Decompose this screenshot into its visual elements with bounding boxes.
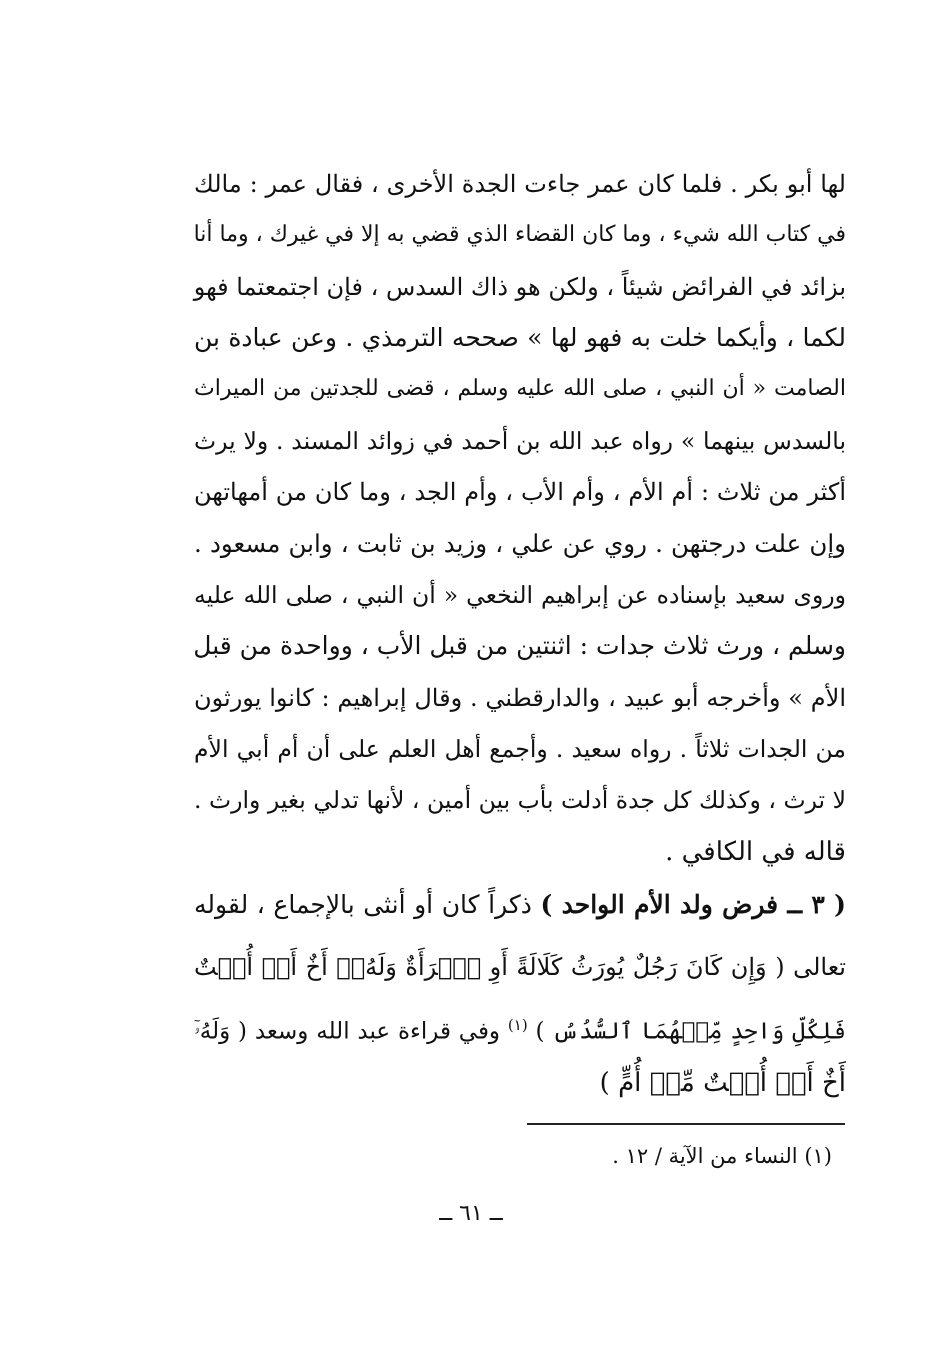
body-line: لكما ، وأيكما خلت به فهو لها » صححه الترمذي . وعن عبادة بن — [194, 323, 846, 352]
section-text: ذكراً كان أو أنثى بالإجماع ، لقوله — [194, 890, 532, 919]
body-line: قاله في الكافي . — [665, 837, 846, 867]
section-line — [194, 878, 846, 932]
body-line: الأم » وأخرجه أبو عبيد ، والدارقطني . وقال إبراهيم : كانوا يورثون — [194, 684, 846, 712]
section-line — [194, 1056, 846, 1110]
body-line: الصامت « أن النبي ، صلى الله عليه وسلم ، قضى للجدتين من الميراث — [194, 376, 846, 401]
body-line: في كتاب الله شيء ، وما كان القضاء الذي قضي به إلا في غيرك ، وما أنا — [193, 222, 846, 247]
section-heading: ( ٣ ــ فرض ولد الأم الواحد ) — [540, 890, 846, 919]
body-line: وإن علت درجتهن . روي عن علي ، وزيد بن ثابت ، وابن مسعود . — [194, 529, 846, 558]
body-line: من الجدات ثلاثاً . رواه سعيد . وأجمع أهل العلم على أن أم أبي الأم — [194, 735, 846, 763]
section-text: تعالى ( — [775, 953, 846, 981]
body-line: لا ترث ، وكذلك كل جدة أدلت بأب بين أمين ، لأنها تدلي بغير وارث . — [194, 786, 846, 814]
footnote: (١) النساء من الآية / ١٢ . — [612, 1144, 832, 1168]
footnote-marker: (١) — [507, 1016, 528, 1034]
section-line — [194, 998, 846, 1052]
body-line: وسلم ، ورث ثلاث جدات : اثنتين من قبل الأب ، وواحدة من قبل — [193, 631, 846, 660]
body-line: لها أبو بكر . فلما كان عمر جاءت الجدة الأخرى ، فقال عمر : مالك — [194, 170, 846, 198]
footnote-divider — [527, 1123, 845, 1125]
page-number: ــ ٦١ ــ — [439, 1201, 503, 1226]
body-line: بالسدس بينهما » رواه عبد الله بن أحمد في زوائد المسند . ولا يرث — [194, 427, 846, 455]
body-line: بزائد في الفرائض شيئاً ، ولكن هو ذاك السدس ، فإن اجتمعتما فهو — [193, 273, 846, 301]
quran-verse: فَلِكُلِّ وَاحِدٍ مِّنۡهُمَا ٱلسُّدُسُ ) — [535, 1018, 847, 1045]
quran-verse: وَإِن كَانَ رَجُلٌ يُورَثُ كَلَالَةً أَوِ ٱمۡرَأَةٌ وَلَهُۥٓ أَخٌ أَوۡ أُخۡتٌ — [194, 953, 767, 981]
body-line: أكثر من ثلاث : أم الأم ، وأم الأب ، وأم الجد ، وما كان من أمهاتهن — [194, 478, 846, 506]
quran-verse: أَخٌ أَوۡ أُخۡتٌ مِّنۡ أُمٍّ ) — [599, 1068, 846, 1098]
section-text: وفي قراءة عبد الله وسعد — [254, 1018, 501, 1045]
body-line: وروى سعيد بإسناده عن إبراهيم النخعي « أن النبي ، صلى الله عليه — [194, 581, 846, 609]
quran-verse: ( وَلَهُۥٓ — [194, 1018, 248, 1045]
section-line — [194, 940, 846, 994]
